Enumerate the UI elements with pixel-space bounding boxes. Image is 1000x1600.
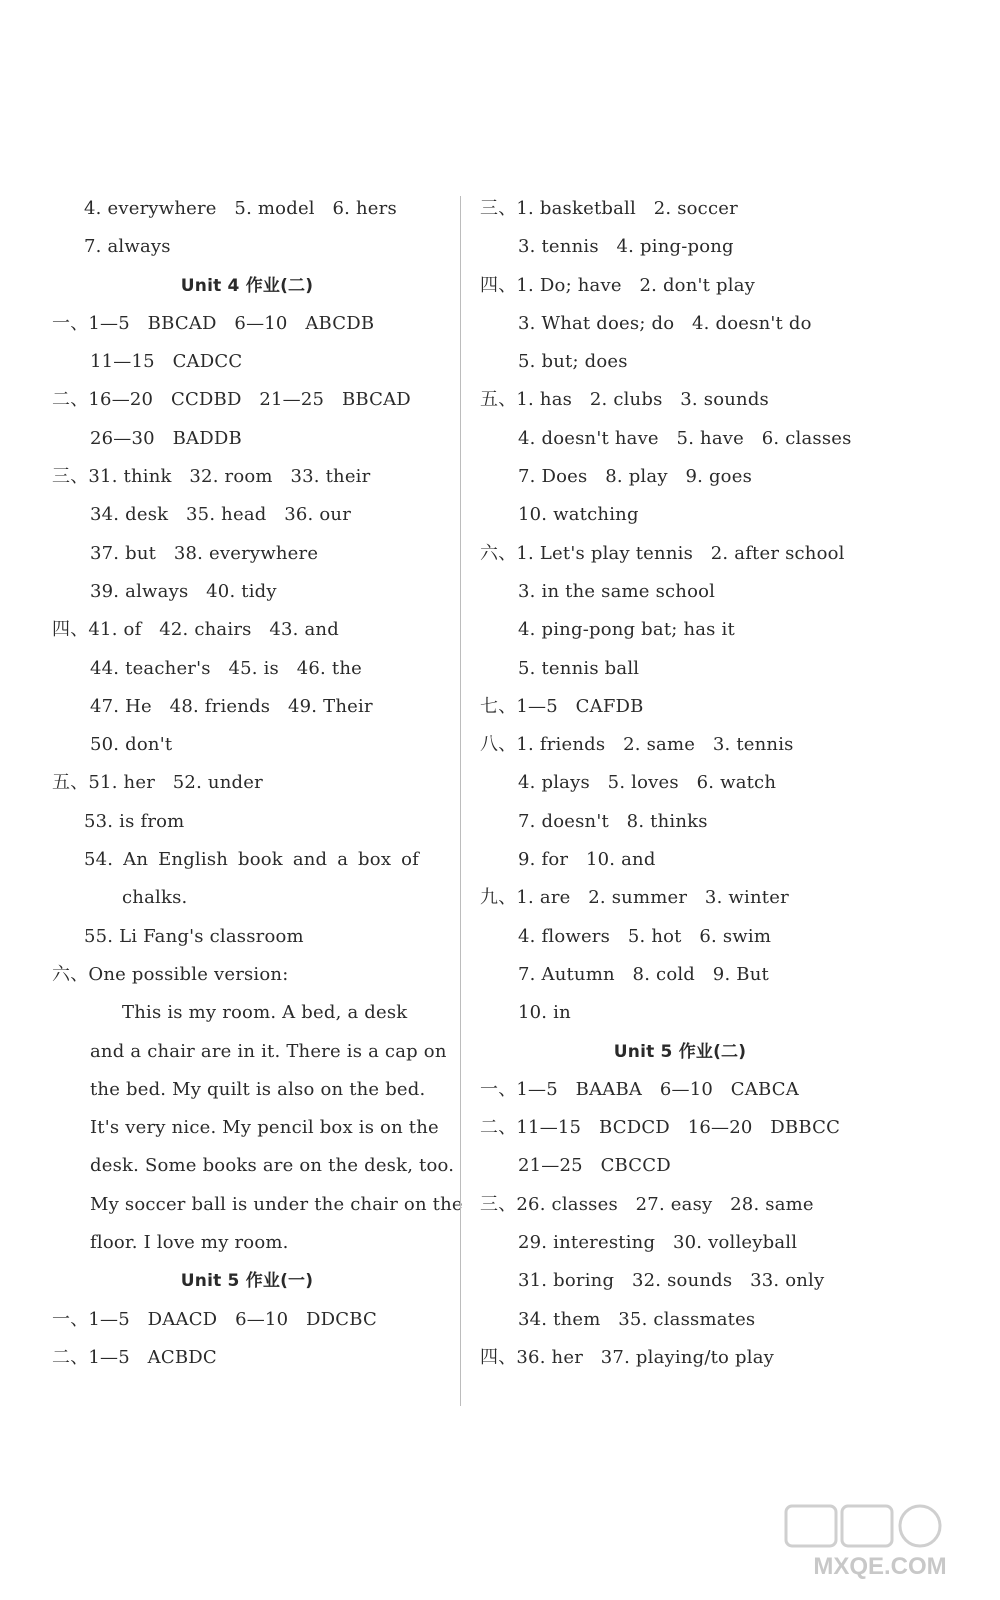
answer-line: 八、1. friends 2. same 3. tennis bbox=[480, 734, 794, 756]
answer-line: 34. them 35. classmates bbox=[518, 1308, 756, 1330]
sample-paragraph-line: the bed. My quilt is also on the bed. bbox=[90, 1078, 426, 1100]
answer-line: 六、One possible version: bbox=[52, 963, 289, 985]
answer-line: 7. Does 8. play 9. goes bbox=[518, 466, 753, 488]
answer-line: 二、16—20 CCDBD 21—25 BBCAD bbox=[52, 389, 411, 411]
section-heading-unit5-homework2: Unit 5 作业(二) bbox=[613, 1041, 747, 1062]
watermark-logo bbox=[780, 1502, 980, 1580]
answer-line: 五、1. has 2. clubs 3. sounds bbox=[480, 389, 769, 411]
sample-paragraph-line: and a chair are in it. There is a cap on bbox=[90, 1040, 447, 1062]
right-column bbox=[480, 190, 880, 1377]
answer-line: 29. interesting 30. volleyball bbox=[518, 1232, 798, 1254]
answer-line: 4. ping-pong bat; has it bbox=[518, 619, 735, 641]
answer-line: 7. Autumn 8. cold 9. But bbox=[518, 963, 769, 985]
answer-line: 一、1—5 BAABA 6—10 CABCA bbox=[480, 1078, 799, 1100]
answer-line: 一、1—5 DAACD 6—10 DDCBC bbox=[52, 1308, 377, 1330]
answer-line: 四、41. of 42. chairs 43. and bbox=[52, 619, 339, 641]
column-divider bbox=[460, 196, 461, 1406]
answer-line: 21—25 CBCCD bbox=[518, 1155, 671, 1177]
justified-text: 54. An English book and a box of bbox=[84, 849, 419, 871]
answer-line: 二、1—5 ACBDC bbox=[52, 1346, 217, 1368]
answer-line: 37. but 38. everywhere bbox=[90, 542, 319, 564]
answer-line: 31. boring 32. sounds 33. only bbox=[518, 1270, 825, 1292]
section-heading-unit4-homework2: Unit 4 作业(二) bbox=[180, 275, 314, 296]
answer-line: 四、1. Do; have 2. don't play bbox=[480, 274, 755, 296]
answer-line: 五、51. her 52. under bbox=[52, 772, 263, 794]
sample-paragraph-line: desk. Some books are on the desk, too. bbox=[90, 1155, 455, 1177]
answer-line: 六、1. Let's play tennis 2. after school bbox=[480, 542, 845, 564]
sample-paragraph-line: My soccer ball is under the chair on the bbox=[90, 1193, 463, 1215]
answer-line: 4. doesn't have 5. have 6. classes bbox=[518, 427, 852, 449]
answer-line: 50. don't bbox=[90, 734, 173, 756]
answer-line: 47. He 48. friends 49. Their bbox=[90, 695, 373, 717]
answer-line: 三、1. basketball 2. soccer bbox=[480, 198, 738, 219]
watermark-text: MXQE.COM bbox=[813, 1553, 947, 1580]
answer-line: 七、1—5 CAFDB bbox=[480, 695, 644, 717]
answer-line: 26—30 BADDB bbox=[90, 427, 242, 449]
answer-line: 10. in bbox=[518, 1002, 571, 1024]
answer-line: 3. What does; do 4. doesn't do bbox=[518, 312, 812, 334]
answer-line: 4. plays 5. loves 6. watch bbox=[518, 772, 777, 794]
answer-line: 3. tennis 4. ping-pong bbox=[518, 236, 734, 258]
answer-line: 7. always bbox=[84, 236, 171, 258]
answer-line: 4. everywhere 5. model 6. hers bbox=[84, 198, 397, 219]
answer-line: 5. but; does bbox=[518, 351, 628, 373]
section-heading-unit5-homework1: Unit 5 作业(一) bbox=[180, 1271, 314, 1292]
answer-line: 53. is from bbox=[84, 810, 185, 832]
answer-line: 四、36. her 37. playing/to play bbox=[480, 1346, 774, 1368]
answer-line: 44. teacher's 45. is 46. the bbox=[90, 657, 362, 679]
answer-line: 三、26. classes 27. easy 28. same bbox=[480, 1193, 814, 1215]
answer-line: 10. watching bbox=[518, 504, 639, 526]
answer-line bbox=[52, 841, 442, 879]
answer-line: 39. always 40. tidy bbox=[90, 580, 277, 602]
sample-paragraph-line: It's very nice. My pencil box is on the bbox=[90, 1117, 439, 1139]
answer-line: 4. flowers 5. hot 6. swim bbox=[518, 925, 772, 947]
answer-line: 二、11—15 BCDCD 16—20 DBBCC bbox=[480, 1117, 841, 1139]
answer-line: 九、1. are 2. summer 3. winter bbox=[480, 887, 789, 909]
answer-line: 5. tennis ball bbox=[518, 657, 640, 679]
answer-line: 3. in the same school bbox=[518, 580, 716, 602]
answer-line: 11—15 CADCC bbox=[90, 351, 243, 373]
answer-line: 34. desk 35. head 36. our bbox=[90, 504, 352, 526]
answer-line: 7. doesn't 8. thinks bbox=[518, 810, 708, 832]
answer-line: 三、31. think 32. room 33. their bbox=[52, 466, 371, 488]
answer-line: 55. Li Fang's classroom bbox=[84, 925, 304, 947]
sample-paragraph-line: floor. I love my room. bbox=[90, 1232, 289, 1254]
answer-line: 一、1—5 BBCAD 6—10 ABCDB bbox=[52, 312, 375, 334]
left-column bbox=[52, 190, 463, 1377]
sample-paragraph-line: This is my room. A bed, a desk bbox=[122, 1002, 408, 1024]
answer-line: 9. for 10. and bbox=[518, 849, 656, 871]
answer-line: chalks. bbox=[122, 887, 188, 909]
